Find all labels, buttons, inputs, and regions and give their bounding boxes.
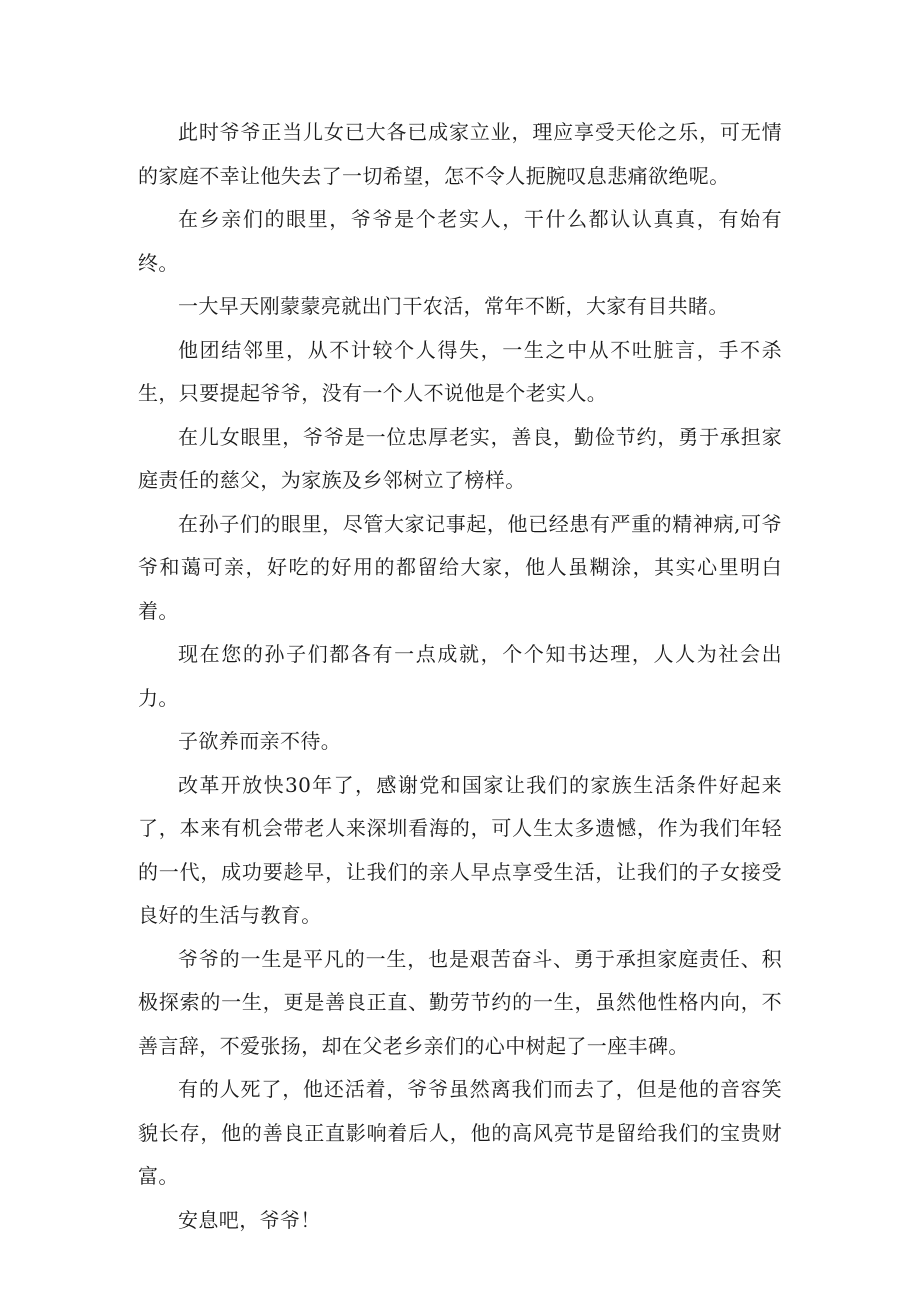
- paragraph-4: 他团结邻里，从不计较个人得失，一生之中从不吐脏言，手不杀生，只要提起爷爷，没有一个人不说他是个老实人。: [138, 337, 782, 405]
- paragraph-1: 此时爷爷正当儿女已大各已成家立业，理应享受天伦之乐，可无情的家庭不幸让他失去了一切希望，怎不令人扼腕叹息悲痛欲绝呢。: [138, 120, 782, 188]
- paragraph-7: 现在您的孙子们都各有一点成就，个个知书达理，人人为社会出力。: [138, 642, 782, 710]
- paragraph-6: 在孙子们的眼里，尽管大家记事起，他已经患有严重的精神病,可爷爷和蔼可亲，好吃的好用的都留给大家，他人虽糊涂，其实心里明白着。: [138, 511, 782, 623]
- paragraph-11: 有的人死了，他还活着，爷爷虽然离我们而去了，但是他的音容笑貌长存，他的善良正直影响着后人，他的高风亮节是留给我们的宝贵财富。: [138, 1077, 782, 1188]
- paragraph-8: 子欲养而亲不待。: [178, 729, 342, 753]
- paragraph-5: 在儿女眼里，爷爷是一位忠厚老实，善良，勤俭节约，勇于承担家庭责任的慈父，为家族及乡邻树立了榜样。: [138, 424, 782, 492]
- paragraph-3: 一大早天刚蒙蒙亮就出门干农活，常年不断，大家有目共睹。: [178, 294, 729, 318]
- document-body: [138, 111, 782, 1242]
- paragraph-10: 爷爷的一生是平凡的一生，也是艰苦奋斗、勇于承担家庭责任、积极探索的一生，更是善良正直、勤劳节约的一生，虽然他性格内向，不善言辞，不爱张扬，却在父老乡亲们的心中树起了一座丰碑。: [138, 946, 782, 1058]
- paragraph-2: 在乡亲们的眼里，爷爷是个老实人，干什么都认认真真，有始有终。: [138, 207, 782, 275]
- paragraph-12: 安息吧，爷爷！: [178, 1207, 321, 1232]
- paragraph-9: 改革开放快30年了，感谢党和国家让我们的家族生活条件好起来了，本来有机会带老人来深圳看海的，可人生太多遗憾，作为我们年轻的一代，成功要趁早，让我们的亲人早点享受生活，让我们的子女接受良好的生活与教育。: [138, 772, 782, 927]
